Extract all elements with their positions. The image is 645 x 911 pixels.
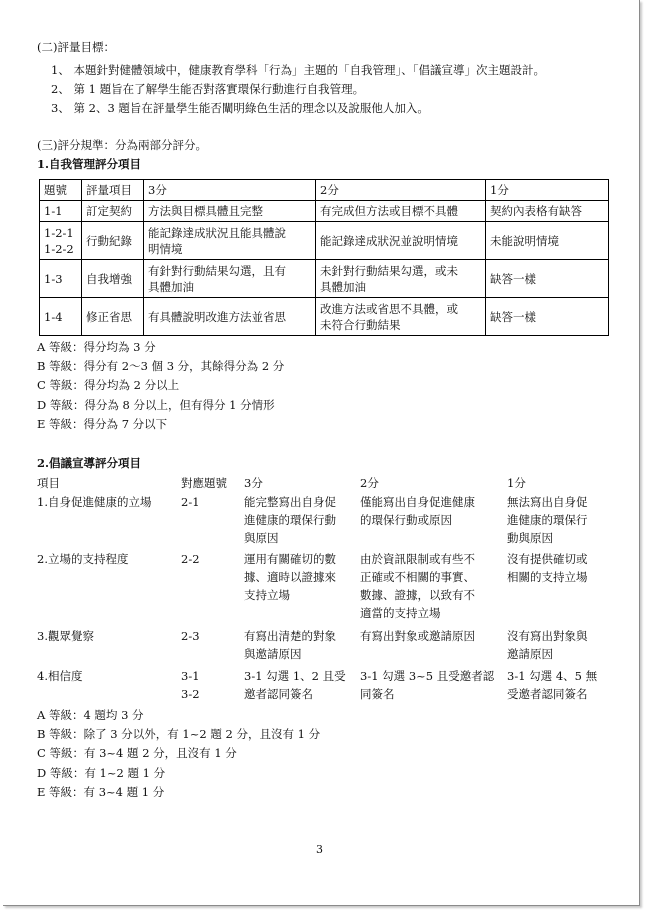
table-header-row bbox=[40, 180, 609, 201]
grade-line: E 等級：有 3~4 題 1 分 bbox=[37, 785, 165, 799]
table-row: 1-3 自我增強 有針對行動結果勾選，且有 具體加油 未針對行動結果勾選，或未 具體加油 缺答一樣 bbox=[40, 260, 609, 298]
col-header: 對應題號 bbox=[181, 476, 227, 490]
grade-line: E 等級：得分為 7 分以下 bbox=[37, 417, 168, 431]
table-row: 1-2-1 1-2-2 行動紀錄 能記錄達成狀況且能具體說 明情境 能記錄達成狀況並說明情境 未能說明情境 bbox=[40, 222, 609, 260]
part1-title: 1.自我管理評分項目 bbox=[37, 157, 142, 171]
col-header: 項目 bbox=[37, 476, 60, 490]
objective-item: 1、 本題針對健體領域中，健康教育學科「行為」主題的「自我管理」、「倡議宣導」次主題設計。 bbox=[51, 63, 545, 77]
objective-item: 2、 第 1 題旨在了解學生能否對落實環保行動進行自我管理。 bbox=[51, 82, 365, 96]
part2-title: 2.倡議宣導評分項目 bbox=[37, 456, 142, 470]
grade-line: C 等級：有 3~4 題 2 分，且沒有 1 分 bbox=[37, 746, 237, 760]
col-header: 1分 bbox=[507, 476, 526, 490]
section-heading-criteria: (三)評分規準：分為兩部分評分。 bbox=[37, 138, 207, 152]
list-item: 2.立場的支持程度 bbox=[37, 552, 129, 566]
page-number: 3 bbox=[316, 843, 323, 856]
grade-line: C 等級：得分均為 2 分以上 bbox=[37, 378, 180, 392]
document-page: (二)評量目標： 1、 本題針對健體領域中，健康教育學科「行為」主題的「自我管理」、「倡議宣導」次主題設計。 2、 第 1 題旨在了解學生能否對落實環保行動進行自我管理。 3、 第 2、3 題旨在評量學生能否闡明綠色生活的理念以及說服他人加入。 (三)評分規準：分為兩部分評分。 1.自我管理評分項目 題號 評量項目 3分 2分 1分 1-1 訂定契約 方法與目標具體且完整 有完成但方法或目標不具體 契約內表格有缺答 1-2-1 1-2-2 行動紀錄 能記錄達成狀況且能具體說 明情境 能記錄達成狀況並說明情境 未能說明情境 1-3 自我增強 有針對行動結果勾選，且有 具體加油 未針對行動結果勾選，或未 具體加油 缺答一樣 1-4 修正省思 有具體說明改進方法並省思 改進方法或省思不具體，或 未符合行動結果 缺答一樣 A 等級：得分均為 3 分 B 等級：得分有 2～3 個 3 分，其餘得分為 2 分 C 等級：得分均為 2 分以上 D 等級：得分為 8 分以上，但有得分 1 分情形 E 等級：得分為 7 分以下 2.倡議宣導評分項目 項目 對應題號 3分 2分 1分 1.自身促進健康的立場 2-1 能完整寫出自身促 進健康的環保行動 與原因 僅能寫出自身促進健康 的環保行動或原因 無法寫出自身促 進健康的環保行 動與原因 2.立場的支持程度 2-2 運用有關確切的數 據、適時以證據來 支持立場 由於資訊限制或有些不 正確或不相關的事實、 數據、證據，以致有不 適當的支持立場 沒有提供確切或 相關的支持立場 3.觀眾覺察 2-3 有寫出清楚的對象 與邀請原因 有寫出對象或邀請原因 沒有寫出對象與 邀請原因 4.相信度 3-1 3-2 3-1 勾選 1、2 且受 邀者認同簽名 3-1 勾選 3~5 且受邀者認 同簽名 3-1 勾選 4、5 無 受邀者認同簽名 A 等級：4 題均 3 分 B 等級：除了 3 分以外，有 1~2 題 2 分，且沒有 1 分 C 等級：有 3~4 題 2 分，且沒有 1 分 D 等級：有 1~2 題 1 分 E 等級：有 3~4 題 1 分 3 bbox=[3, 0, 640, 906]
objective-item: 3、 第 2、3 題旨在評量學生能否闡明綠色生活的理念以及說服他人加入。 bbox=[51, 101, 429, 115]
header-cell: 1分 bbox=[486, 180, 609, 201]
header-cell: 3分 bbox=[144, 180, 316, 201]
col-header: 3分 bbox=[244, 476, 263, 490]
section-heading-objectives: (二)評量目標： bbox=[37, 40, 115, 54]
list-item: 1.自身促進健康的立場 bbox=[37, 495, 152, 509]
grade-line: D 等級：有 1~2 題 1 分 bbox=[37, 766, 166, 780]
table-row: 1-4 修正省思 有具體說明改進方法並省思 改進方法或省思不具體，或 未符合行動結果 缺答一樣 bbox=[40, 298, 609, 336]
header-cell: 評量項目 bbox=[82, 180, 144, 201]
grade-line: B 等級：得分有 2～3 個 3 分，其餘得分為 2 分 bbox=[37, 359, 285, 373]
list-item: 4.相信度 bbox=[37, 669, 83, 683]
header-cell: 題號 bbox=[40, 180, 82, 201]
grade-line: A 等級：得分均為 3 分 bbox=[37, 340, 156, 354]
table-row: 1-1 訂定契約 方法與目標具體且完整 有完成但方法或目標不具體 契約內表格有缺答 bbox=[40, 201, 609, 222]
grade-line: D 等級：得分為 8 分以上，但有得分 1 分情形 bbox=[37, 398, 275, 412]
col-header: 2分 bbox=[360, 476, 379, 490]
header-cell: 2分 bbox=[316, 180, 486, 201]
grade-line: B 等級：除了 3 分以外，有 1~2 題 2 分，且沒有 1 分 bbox=[37, 727, 321, 741]
self-management-rubric-table bbox=[39, 179, 609, 336]
list-item: 3.觀眾覺察 bbox=[37, 629, 94, 643]
grade-line: A 等級：4 題均 3 分 bbox=[37, 708, 144, 722]
